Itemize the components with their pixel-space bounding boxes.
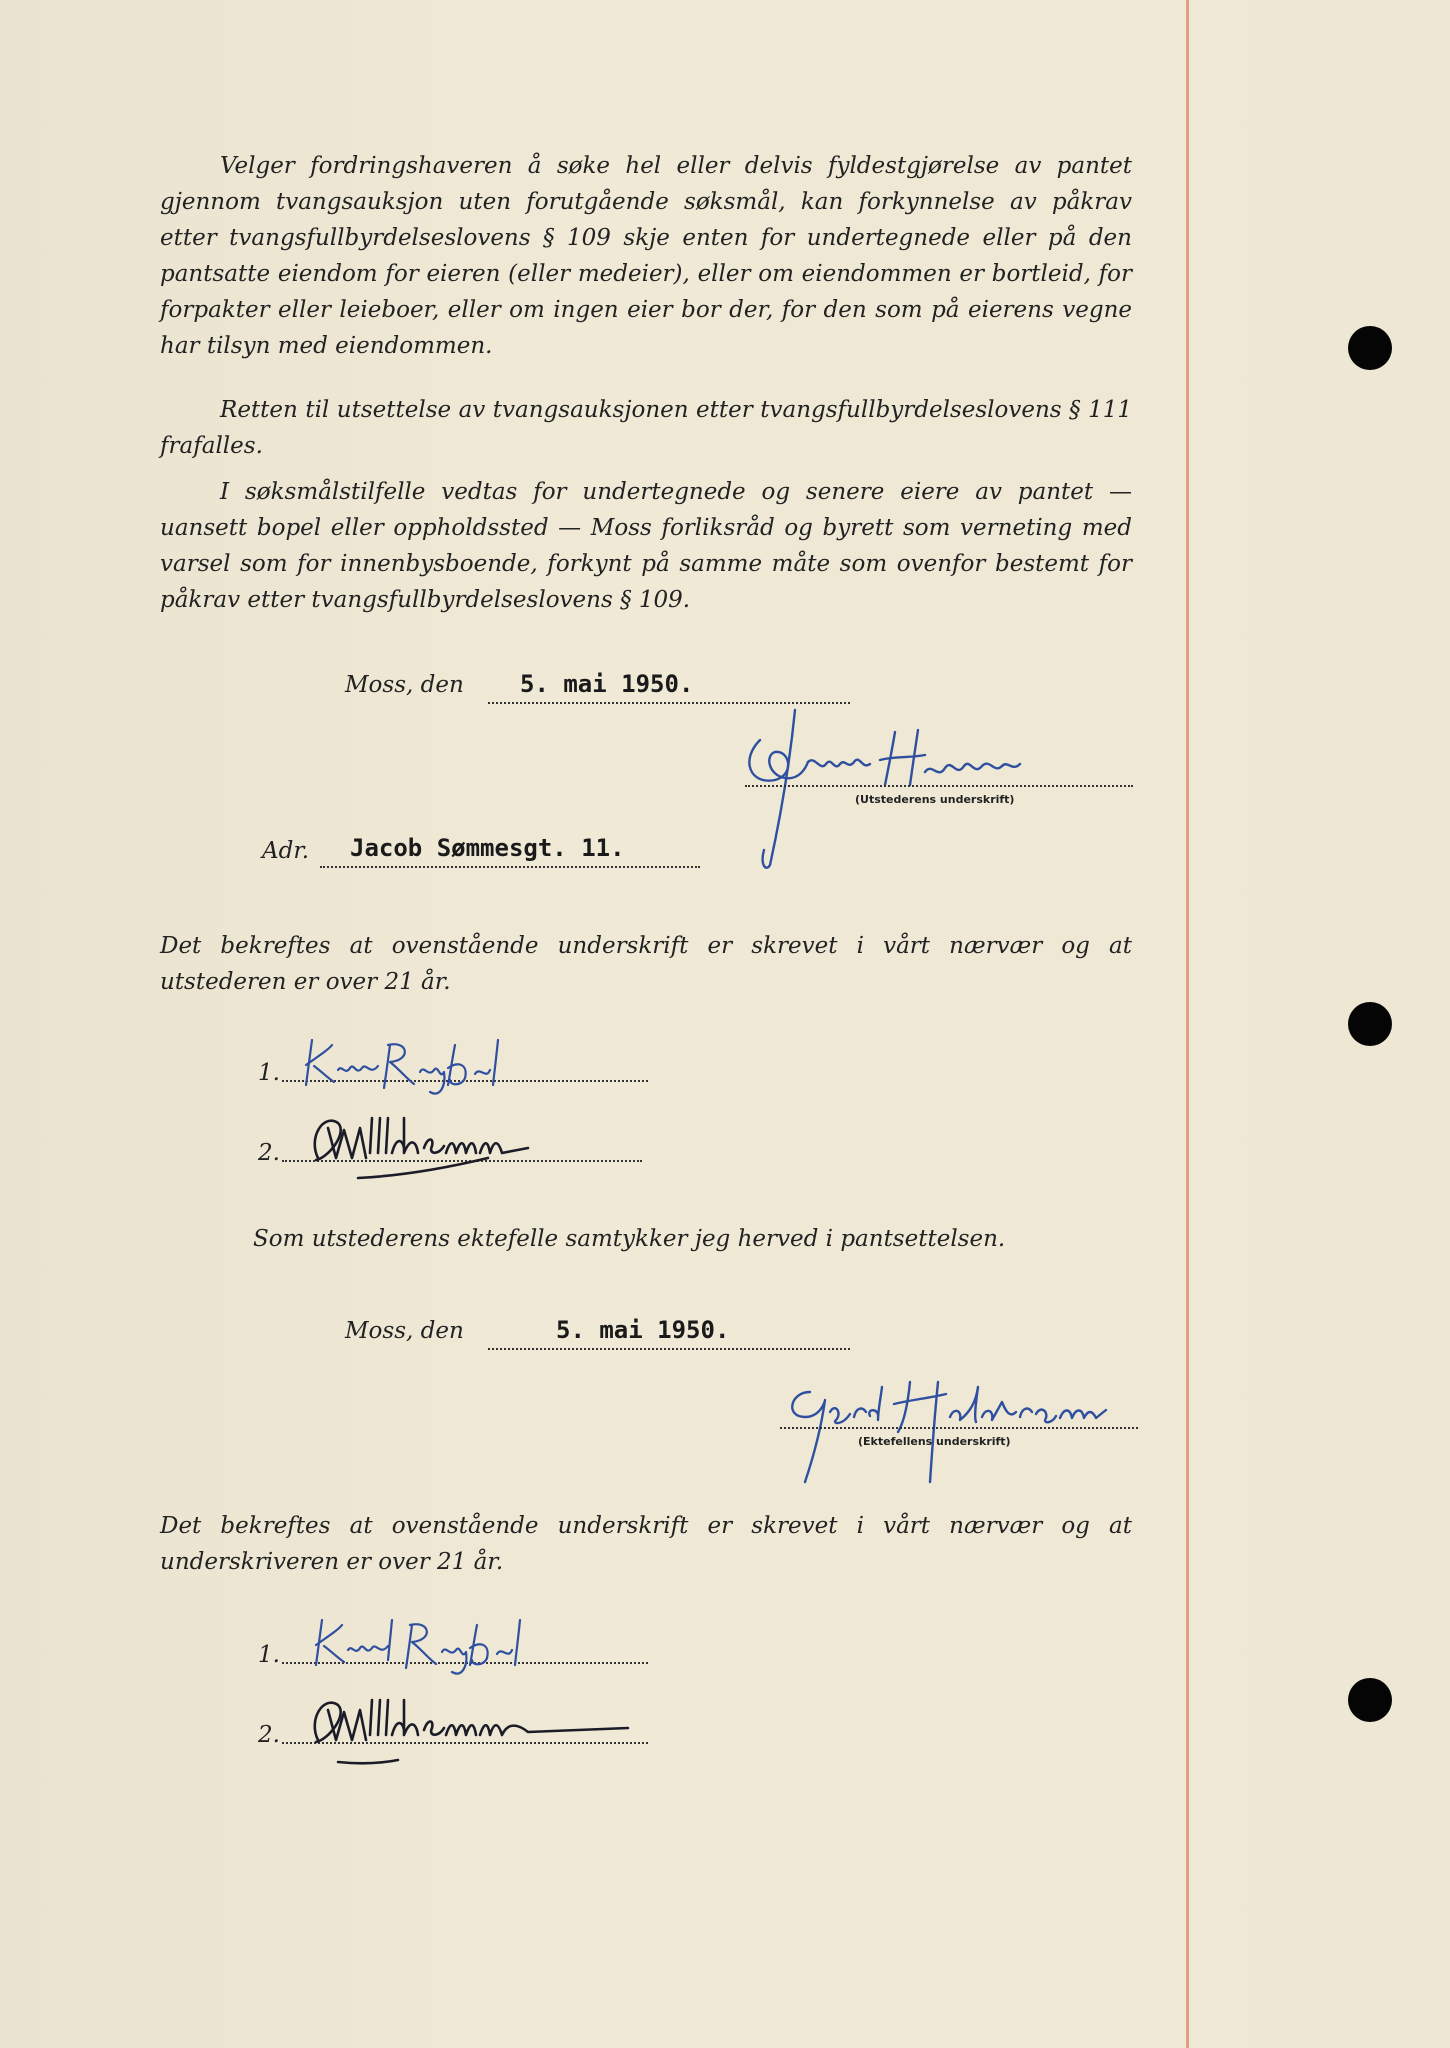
issuer-signature-caption: (Utstederens underskrift) bbox=[855, 793, 1015, 806]
witness-signature-2b bbox=[298, 1680, 648, 1770]
spouse-signature bbox=[770, 1372, 1170, 1492]
witness-2-number-a: 1. bbox=[258, 1642, 280, 1668]
issuer-signature bbox=[720, 700, 1080, 875]
date-line-2 bbox=[488, 1348, 850, 1350]
witness-signature-1a bbox=[290, 1030, 550, 1100]
date-1: 5. mai 1950. bbox=[520, 670, 694, 698]
address-label: Adr. bbox=[262, 838, 310, 864]
margin-line bbox=[1186, 0, 1189, 2048]
place-label-2: Moss, den bbox=[345, 1318, 464, 1344]
spouse-signature-line bbox=[780, 1427, 1138, 1429]
bleed-through bbox=[150, 620, 155, 641]
paragraph-foreclosure: Velger fordringshaveren å søke hel eller delvis fyldestgjørelse av pantet gjennom tvangsauksjon uten forutgående søksmål, kan forkynnelse av påkrav etter tvangsfullbyrdelseslovens § 109 skje enten for undertegnede eller på den pantsatte eiendom for eieren (eller medeier), eller om eiendommen er bortleid, for forpakter eller leieboer, eller om ingen eier bor der, for den som på eierens vegne har tilsyn med eiendommen. bbox=[160, 153, 1132, 359]
paragraph-venue: I søksmålstilfelle vedtas for undertegnede og senere eiere av pantet — uansett bopel eller oppholdssted — Moss forliksråd og byrett som verneting med varsel som for innenbysboende, forkynt på samme måte som ovenfor bestemt for påkrav etter tvangsfullbyrdelseslovens § 109. bbox=[160, 479, 1132, 613]
witness-1-number-b: 2. bbox=[258, 1140, 280, 1166]
witness-signature-2a bbox=[300, 1610, 560, 1680]
witness-signature-1b bbox=[298, 1098, 548, 1188]
witness-2-number-b: 2. bbox=[258, 1722, 280, 1748]
spouse-signature-caption: (Ektefellens underskrift) bbox=[858, 1435, 1011, 1448]
address-line bbox=[320, 866, 700, 868]
issuer-signature-line bbox=[745, 785, 1133, 787]
address: Jacob Sømmesgt. 11. bbox=[350, 834, 625, 862]
paragraph-postponement: Retten til utsettelse av tvangsauksjonen etter tvangsfullbyrdelseslovens § 111 frafalles. bbox=[160, 397, 1132, 459]
witness-1-number-a: 1. bbox=[258, 1060, 280, 1086]
place-label-1: Moss, den bbox=[345, 672, 464, 698]
spouse-consent-text: Som utstederens ektefelle samtykker jeg herved i pantsettelsen. bbox=[253, 1226, 1006, 1252]
punch-hole-middle bbox=[1348, 1002, 1392, 1046]
witness-statement-2: Det bekreftes at ovenstående underskrift er skrevet i vårt nærvær og at underskriveren er over 21 år. bbox=[160, 1513, 1132, 1575]
witness-statement-1: Det bekreftes at ovenstående underskrift er skrevet i vårt nærvær og at utstederen er over 21 år. bbox=[160, 933, 1132, 995]
punch-hole-bottom bbox=[1348, 1678, 1392, 1722]
punch-hole-top bbox=[1348, 326, 1392, 370]
date-2: 5. mai 1950. bbox=[556, 1316, 730, 1344]
